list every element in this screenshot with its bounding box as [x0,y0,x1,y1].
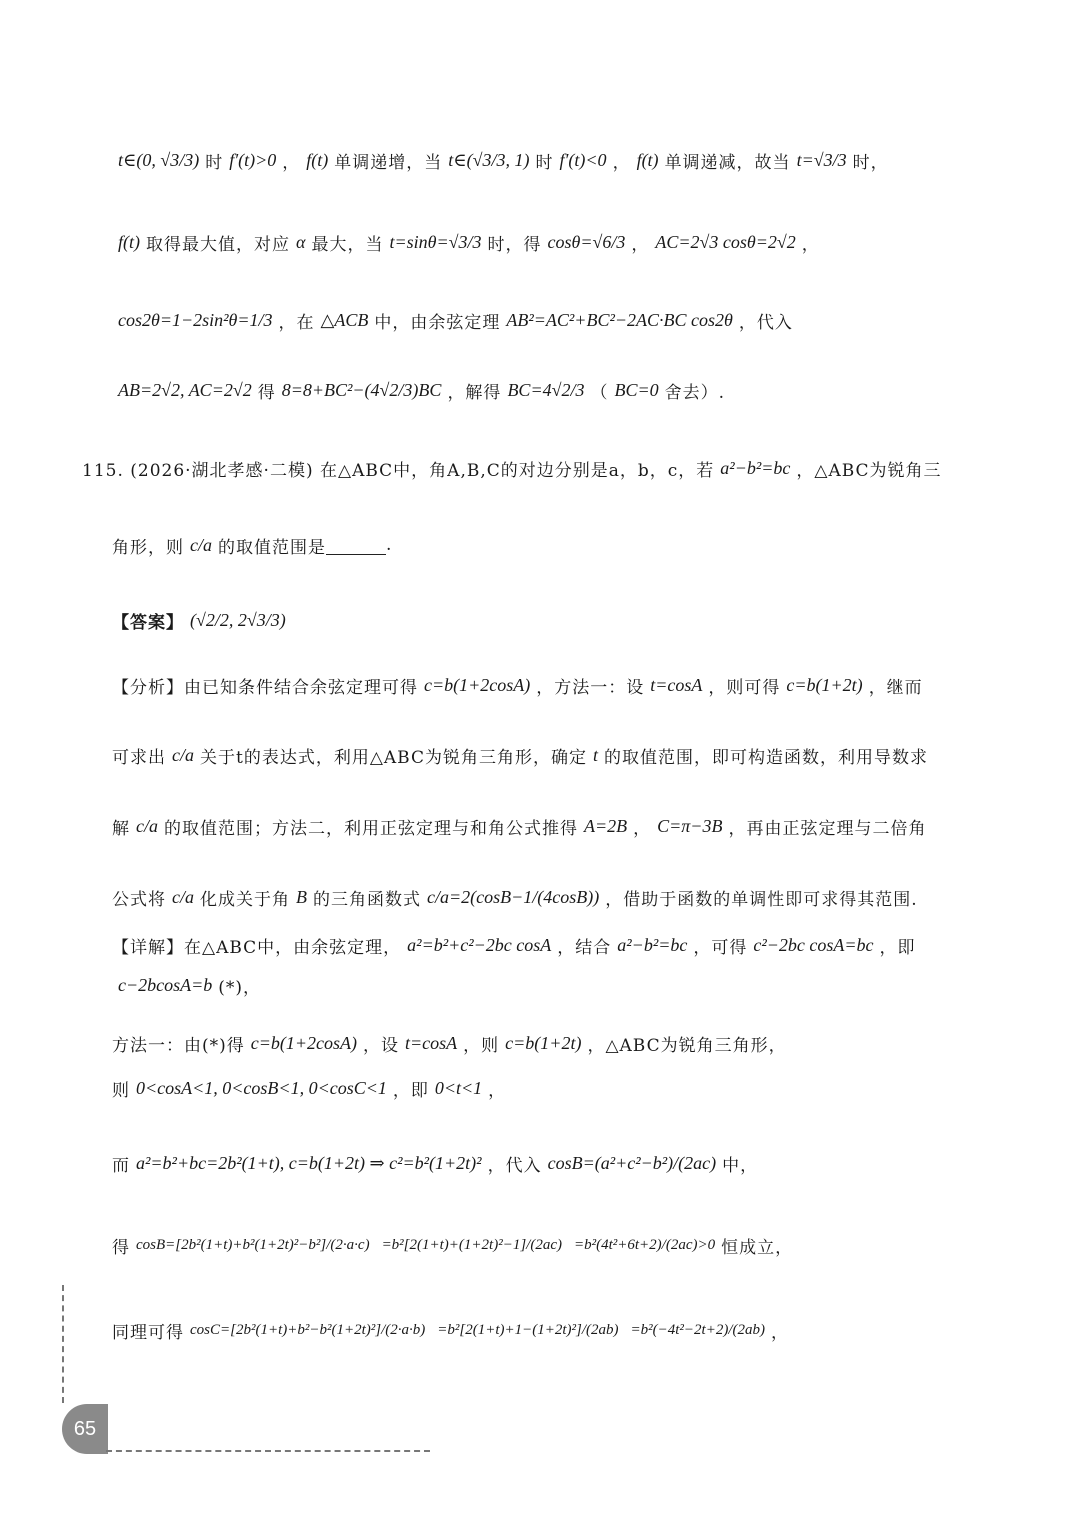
text: ，则可得 [708,677,781,698]
text: 的取值范围；方法二，利用正弦定理与和角公式推得 [164,818,578,839]
text: 则 [112,1080,130,1101]
text: 恒成立， [721,1237,794,1258]
math-expr: c/a=2(cosB−1/(4cosB)) [427,886,600,907]
question-line [82,438,1008,498]
text: 可求出 [112,747,166,768]
math-expr: c=b(1+2cosA) [250,1032,358,1053]
math-expr: cosB=[2b²(1+t)+b²(1+2t)²−b²]/(2·a·c) [136,1236,370,1253]
math-expr: =b²[2(1+t)+(1+2t)²−1]/(2ac) [381,1236,562,1253]
text: 的取值范围，即可构造函数，利用导数求 [604,747,929,768]
text: ，代入 [738,312,793,333]
text: 最大，当 [311,234,384,255]
math-expr: f′(t)<0 [559,149,607,170]
text: ，代入 [487,1155,542,1176]
text: ，方法一：设 [536,677,645,698]
math-expr: C=π−3B [657,815,723,836]
question-text: 角形，则 [112,537,184,558]
math-expr: 0<t<1 [434,1077,483,1098]
question-text: 115. (2026·湖北孝感·二模) 在△ABC中，角A,B,C的对边分别是a，b，c，若 [82,460,715,481]
math-expr: c²−2bc cosA=bc [753,934,874,955]
text: ，△ABC为锐角三角形， [587,1035,787,1056]
math-expr: t=sinθ=√3/3 [389,231,482,252]
math-expr: c=b(1+2t) [505,1032,582,1053]
text: 关于t的表达式，利用△ABC为锐角三角形，确定 [200,747,587,768]
text: 【分析】由已知条件结合余弦定理可得 [112,677,418,698]
text: 得 [112,1237,130,1258]
solution-line [112,1058,1008,1118]
text: 中， [722,1155,759,1176]
math-expr: cosC=[2b²(1+t)+b²−b²(1+2t)²]/(2·a·b) [190,1321,426,1338]
text: 方法一：由(*)得 [112,1035,245,1056]
text: 公式将 [112,889,166,910]
text: 单调递减，故当 [664,152,791,173]
text: ，即 [879,937,916,958]
math-expr: cosθ=√6/3 [547,231,626,252]
text: 时 [535,152,554,173]
text: ， [633,818,652,839]
text: ，继而 [868,677,923,698]
answer-line [112,590,1008,650]
text: (*)， [218,977,262,998]
math-expr: =b²[2(1+t)+1−(1+2t)²]/(2ab) [437,1321,619,1338]
math-expr: c−2bcosA=b [118,974,213,995]
math-expr: t∈(√3/3, 1) [448,149,530,170]
math-expr: f(t) [118,231,140,252]
page-border-dashed-horizontal [106,1450,430,1452]
solution-line [112,1133,1008,1193]
math-expr: 8=8+BC²−(4√2/3)BC [281,379,442,400]
page-number: 65 [73,1417,97,1440]
math-expr: f(t) [636,149,659,170]
text: ，设 [363,1035,400,1056]
text: ，可得 [693,937,748,958]
text: ，结合 [557,937,612,958]
text: ， [282,152,301,173]
solution-line [112,955,1008,1015]
math-expr: B [296,886,307,907]
math-expr: (√2/2, 2√3/3) [190,609,286,630]
math-expr: c=b(1+2cosA) [424,674,531,695]
answer-blank [326,536,386,555]
math-expr: t [593,744,599,765]
text: 的三角函数式 [313,889,421,910]
math-expr: c/a [136,815,158,836]
text: 中，由余弦定理 [374,312,501,333]
text: ，即 [392,1080,429,1101]
math-expr: c/a [190,534,212,555]
solution-line [112,1300,1008,1360]
text: 得 [257,382,276,403]
analysis-line [112,655,1008,715]
text: （ [590,382,609,403]
text: ， [488,1080,507,1101]
text: ， [801,234,820,255]
text: 解 [112,818,130,839]
text: ， [631,234,650,255]
math-expr: AB²=AC²+BC²−2AC·BC cos2θ [506,309,733,330]
math-expr: cosB=(a²+c²−b²)/(2ac) [547,1152,717,1173]
math-expr: a²−b²=bc [617,934,688,955]
text-line [112,130,1008,190]
question-line [112,515,1008,575]
analysis-line [112,796,1008,856]
question-text: . [386,535,393,555]
math-expr: c/a [172,886,194,907]
solution-line [112,1215,1008,1275]
text: ，解得 [447,382,502,403]
math-expr: BC=4√2/3 [507,379,585,400]
math-expr: AB=2√2, AC=2√2 [118,379,252,400]
text: ，再由正弦定理与二倍角 [728,818,927,839]
math-expr: a²−b²=bc [720,457,791,478]
math-expr: c=b(1+2t) [786,674,863,695]
text: 舍去）. [664,382,726,403]
text-line [112,290,1008,350]
math-expr: △ACB [320,309,369,330]
text: ，在 [278,312,315,333]
answer-label: 【答案】 [112,612,184,633]
math-expr: =b²(4t²+6t+2)/(2ac)>0 [573,1236,716,1253]
math-expr: a²=b²+c²−2bc cosA [407,934,552,955]
text-line [112,360,1008,420]
question-text: ，△ABC为锐角三 [796,460,942,481]
math-expr: f′(t)>0 [229,149,277,170]
math-expr: AC=2√3 cosθ=2√2 [655,231,796,252]
text: 化成关于角 [200,889,290,910]
text: 【详解】在△ABC中，由余弦定理， [112,937,402,958]
text: 而 [112,1155,130,1176]
math-expr: t=cosA [405,1032,458,1053]
text: ，则 [463,1035,500,1056]
math-expr: A=2B [584,815,628,836]
text: ， [612,152,631,173]
math-expr: cos2θ=1−2sin²θ=1/3 [118,309,273,330]
math-expr: 0<cosA<1, 0<cosB<1, 0<cosC<1 [136,1077,387,1098]
page-number-badge [62,1404,108,1454]
analysis-line [112,725,1008,785]
math-expr: f(t) [306,149,329,170]
math-expr: a²=b²+bc=2b²(1+t), c=b(1+2t) ⇒ c²=b²(1+2t)² [136,1152,482,1173]
page-border-dashed-vertical [62,1285,64,1403]
math-expr: BC=0 [614,379,659,400]
math-expr: =b²(−4t²−2t+2)/(2ab) [630,1321,765,1338]
math-expr: t=√3/3 [796,149,847,170]
question-text: 的取值范围是 [218,537,326,558]
math-expr: α [296,231,306,252]
text: ， [770,1322,789,1343]
text: 单调递增，当 [334,152,443,173]
math-expr: t∈(0, √3/3) [118,149,200,170]
text: 取得最大值，对应 [146,234,290,255]
text: 时，得 [487,234,542,255]
text: ，借助于函数的单调性即可求得其范围. [605,889,918,910]
text: 同理可得 [112,1322,184,1343]
text: 时 [205,152,224,173]
math-expr: c/a [172,744,194,765]
math-expr: t=cosA [650,674,703,695]
text: 时， [852,152,889,173]
text-line [112,212,1008,272]
